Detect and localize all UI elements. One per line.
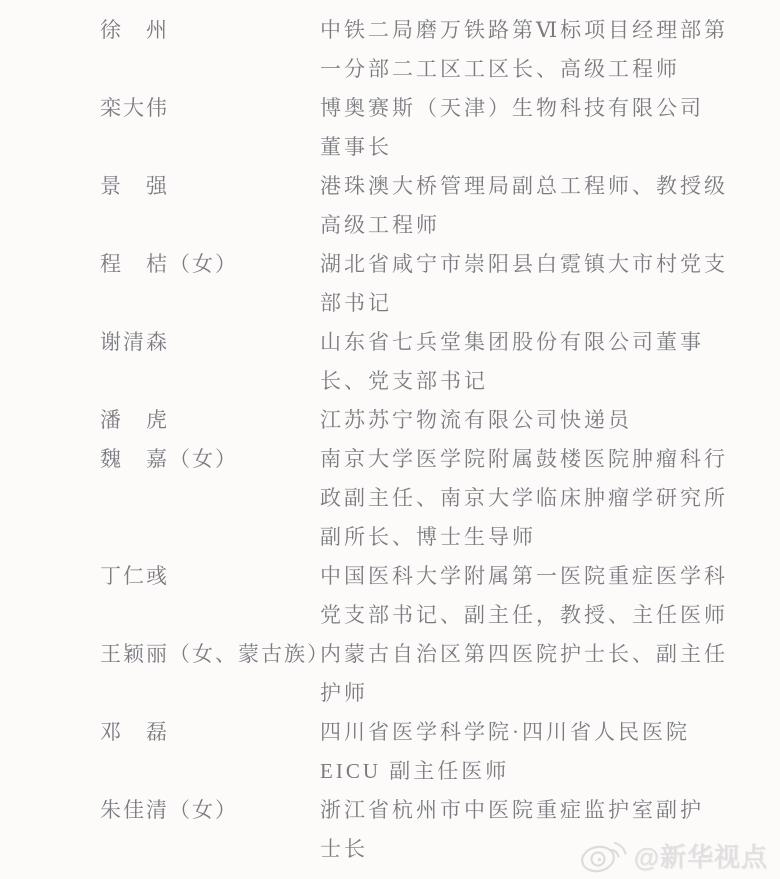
- person-name: 邓 磊: [100, 720, 169, 744]
- title-line: 江苏苏宁物流有限公司快递员: [320, 408, 632, 432]
- title-line: 护师: [320, 681, 368, 705]
- roster-entry: [0, 635, 780, 713]
- title-line: 南京大学医学院附属鼓楼医院肿瘤科行: [320, 447, 728, 471]
- person-name: 魏 嘉（女）: [100, 447, 238, 471]
- person-name: 潘 虎: [100, 408, 169, 432]
- roster-entry: [0, 401, 780, 440]
- title-line: 四川省医学科学院·四川省人民医院: [320, 720, 690, 744]
- roster-entry: [0, 440, 780, 557]
- title-line: 士长: [320, 837, 368, 861]
- title-line: 内蒙古自治区第四医院护士长、副主任: [320, 642, 728, 666]
- person-name: 王颖丽（女、蒙古族）: [100, 642, 330, 666]
- title-line: 一分部二工区工区长、高级工程师: [320, 57, 680, 81]
- person-name: 栾大伟: [100, 96, 169, 120]
- person-name: 谢清森: [100, 330, 169, 354]
- roster-entry: [0, 245, 780, 323]
- person-name: 徐 州: [100, 18, 169, 42]
- roster-entry: [0, 323, 780, 401]
- weibo-icon: [579, 838, 629, 874]
- title-line: 董事长: [320, 135, 392, 159]
- roster-entry: [0, 713, 780, 791]
- title-line: 政副主任、南京大学临床肿瘤学研究所: [320, 486, 728, 510]
- title-line: 港珠澳大桥管理局副总工程师、教授级: [320, 174, 728, 198]
- roster-entry: [0, 89, 780, 167]
- title-line: 浙江省杭州市中医院重症监护室副护: [320, 798, 704, 822]
- title-line: 博奥赛斯（天津）生物科技有限公司: [320, 96, 704, 120]
- title-line: 山东省七兵堂集团股份有限公司董事: [320, 330, 704, 354]
- person-name: 程 桔（女）: [100, 252, 238, 276]
- title-line: 部书记: [320, 291, 392, 315]
- title-line: 湖北省咸宁市崇阳县白霓镇大市村党支: [320, 252, 728, 276]
- title-line: 副所长、博士生导师: [320, 525, 536, 549]
- title-line: 中国医科大学附属第一医院重症医学科: [320, 564, 728, 588]
- roster-entry: [0, 557, 780, 635]
- title-line: 党支部书记、副主任，教授、主任医师: [320, 603, 728, 627]
- title-line: EICU 副主任医师: [320, 759, 510, 783]
- watermark: [579, 837, 768, 874]
- person-name: 景 强: [100, 174, 169, 198]
- watermark-text: @新华视点: [633, 842, 768, 872]
- title-line: 中铁二局磨万铁路第Ⅵ标项目经理部第: [320, 18, 729, 42]
- title-line: 高级工程师: [320, 213, 440, 237]
- roster-entry: [0, 11, 780, 89]
- title-line: 长、党支部书记: [320, 369, 488, 393]
- roster-entry: [0, 167, 780, 245]
- person-name: 朱佳清（女）: [100, 798, 238, 822]
- person-name: 丁仁彧: [100, 564, 169, 588]
